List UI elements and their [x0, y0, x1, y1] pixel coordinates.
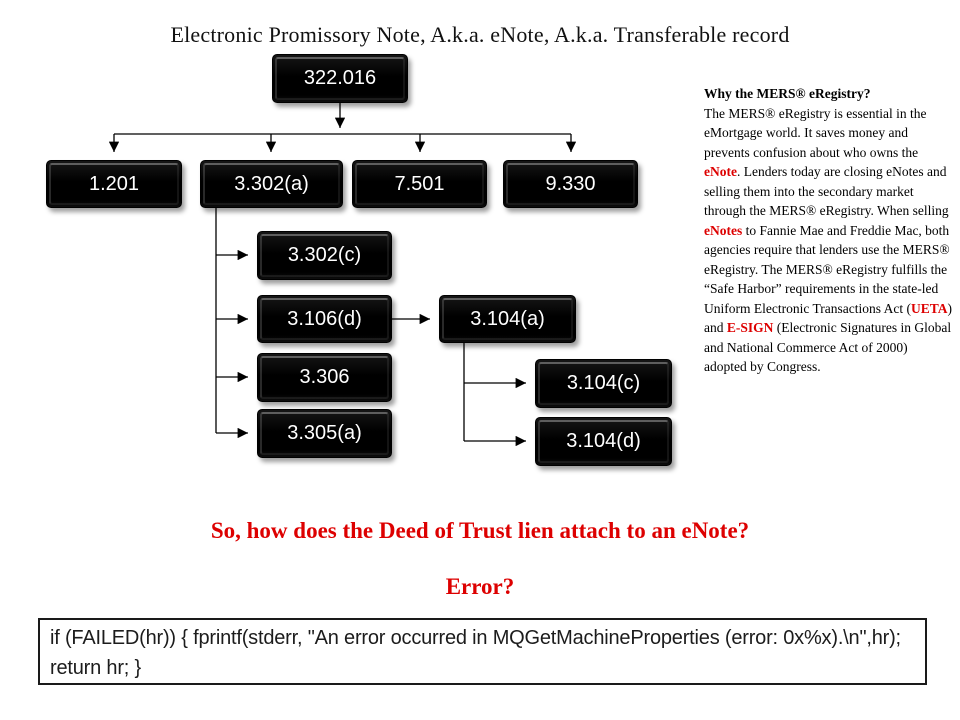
page-title: Electronic Promissory Note, A.k.a. eNote, A.k.a. Transferable record — [170, 22, 790, 47]
diagram-node-3-302a: 3.302(a) — [200, 160, 343, 208]
diagram-node-9-330: 9.330 — [503, 160, 638, 208]
diagram-node-3-104c: 3.104(c) — [535, 359, 672, 408]
error-text: Error? — [445, 574, 515, 599]
sidebar-note — [704, 84, 952, 377]
diagram-node-3-106d: 3.106(d) — [257, 295, 392, 343]
diagram-node-322-016: 322.016 — [272, 54, 408, 103]
code-snippet-text: if (FAILED(hr)) { fprintf(stderr, "An error occurred in MQGetMachineProperties (error: 0x%x).\n",hr); return hr; } — [50, 627, 901, 679]
diagram-node-1-201: 1.201 — [46, 160, 182, 208]
diagram-node-3-306: 3.306 — [257, 353, 392, 402]
diagram-node-3-104a: 3.104(a) — [439, 295, 576, 343]
sidebar-body: The MERS® eRegistry is essential in the eMortgage world. It saves money and prevents confusion about who owns the eNote. Lenders today are closing eNotes and selling them into the secondary market through the MERS® eRegistry. When selling eNotes to Fannie Mae and Freddie Mac, both agencies require that lenders use the MERS® eRegistry. The MERS® eRegistry fulfills the “Safe Harbor” requirements in the state-led Uniform Electronic Transactions Act (UETA) and E-SIGN (Electronic Signatures in Global and National Commerce Act of 2000) adopted by Congress. — [704, 105, 952, 374]
diagram-node-3-302c: 3.302(c) — [257, 231, 392, 280]
diagram-node-3-104d: 3.104(d) — [535, 417, 672, 466]
diagram-node-3-305a: 3.305(a) — [257, 409, 392, 458]
code-snippet-box — [38, 618, 927, 685]
question-text: So, how does the Deed of Trust lien attach to an eNote? — [210, 518, 750, 543]
sidebar-heading: Why the MERS® eRegistry? — [704, 86, 871, 101]
diagram-node-7-501: 7.501 — [352, 160, 487, 208]
